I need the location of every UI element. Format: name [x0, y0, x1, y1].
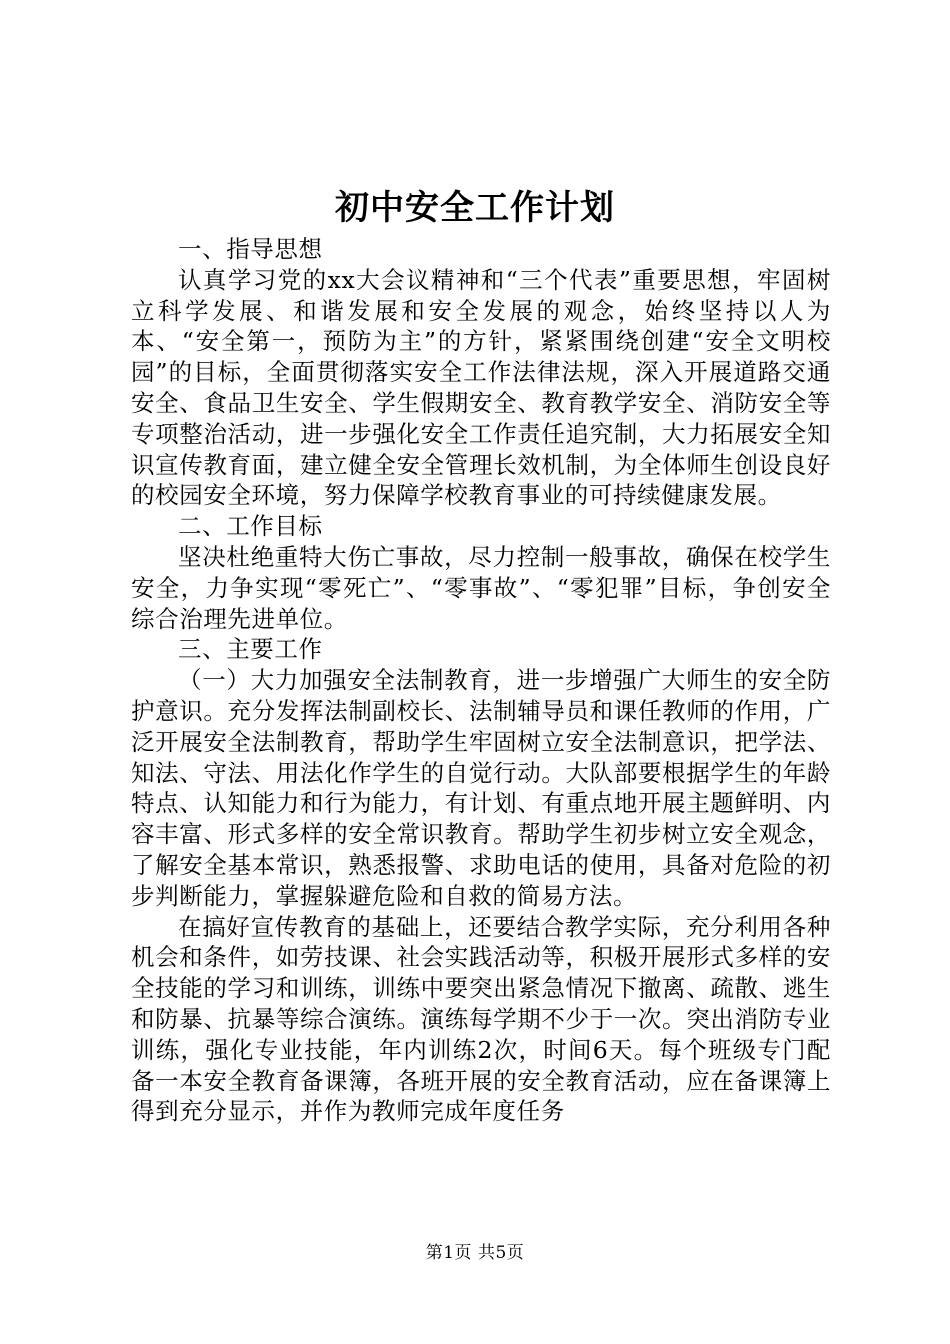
- section-heading-work-goals: 二、工作目标: [178, 512, 323, 541]
- paragraph-work-goals: 坚决杜绝重特大伤亡事故，尽力控制一般事故，确保在校学生安全，力争实现“零死亡”、“零事故”、“零犯罪”目标，争创安全综合治理先进单位。: [131, 542, 831, 633]
- section-heading-main-work: 三、主要工作: [178, 635, 323, 664]
- paragraph-safety-skills-training: 在搞好宣传教育的基础上，还要结合教学实际，充分利用各种机会和条件，如劳技课、社会实践活动等，积极开展形式多样的安全技能的学习和训练，训练中要突出紧急情况下撤离、疏散、逃生和防暴、抗暴等综合演练。演练每学期不少于一次。突出消防专业训练，强化专业技能，年内训练2次，时间6天。每个班级专门配备一本安全教育备课簿，各班开展的安全教育活动，应在备课簿上得到充分显示，并作为教师完成年度任务: [131, 912, 831, 1126]
- section-heading-guiding-ideology: 一、指导思想: [178, 235, 323, 263]
- document-body: [131, 234, 831, 1127]
- paragraph-guiding-ideology: 认真学习党的xx大会议精神和“三个代表”重要思想，牢固树立科学发展、和谐发展和安全发展的观念，始终坚持以人为本、“安全第一，预防为主”的方针，紧紧围绕创建“安全文明校园”的目标，全面贯彻落实安全工作法律法规，深入开展道路交通安全、食品卫生安全、学生假期安全、教育教学安全、消防安全等专项整治活动，进一步强化安全工作责任追究制，大力拓展安全知识宣传教育面，建立健全安全管理长效机制，为全体师生创设良好的校园安全环境，努力保障学校教育事业的可持续健康发展。: [131, 265, 831, 510]
- document-title: 初中安全工作计划: [335, 188, 615, 228]
- page-number-footer: 第1页 共5页: [425, 1243, 525, 1263]
- paragraph-safety-law-education: （一）大力加强安全法制教育，进一步增强广大师生的安全防护意识。充分发挥法制副校长、法制辅导员和课任教师的作用，广泛开展安全法制教育，帮助学生牢固树立安全法制意识，把学法、知法、守法、用法化作学生的自觉行动。大队部要根据学生的年龄特点、认知能力和行为能力，有计划、有重点地开展主题鲜明、内容丰富、形式多样的安全常识教育。帮助学生初步树立安全观念，了解安全基本常识，熟悉报警、求助电话的使用，具备对危险的初步判断能力，掌握躲避危险和自救的简易方法。: [131, 666, 831, 910]
